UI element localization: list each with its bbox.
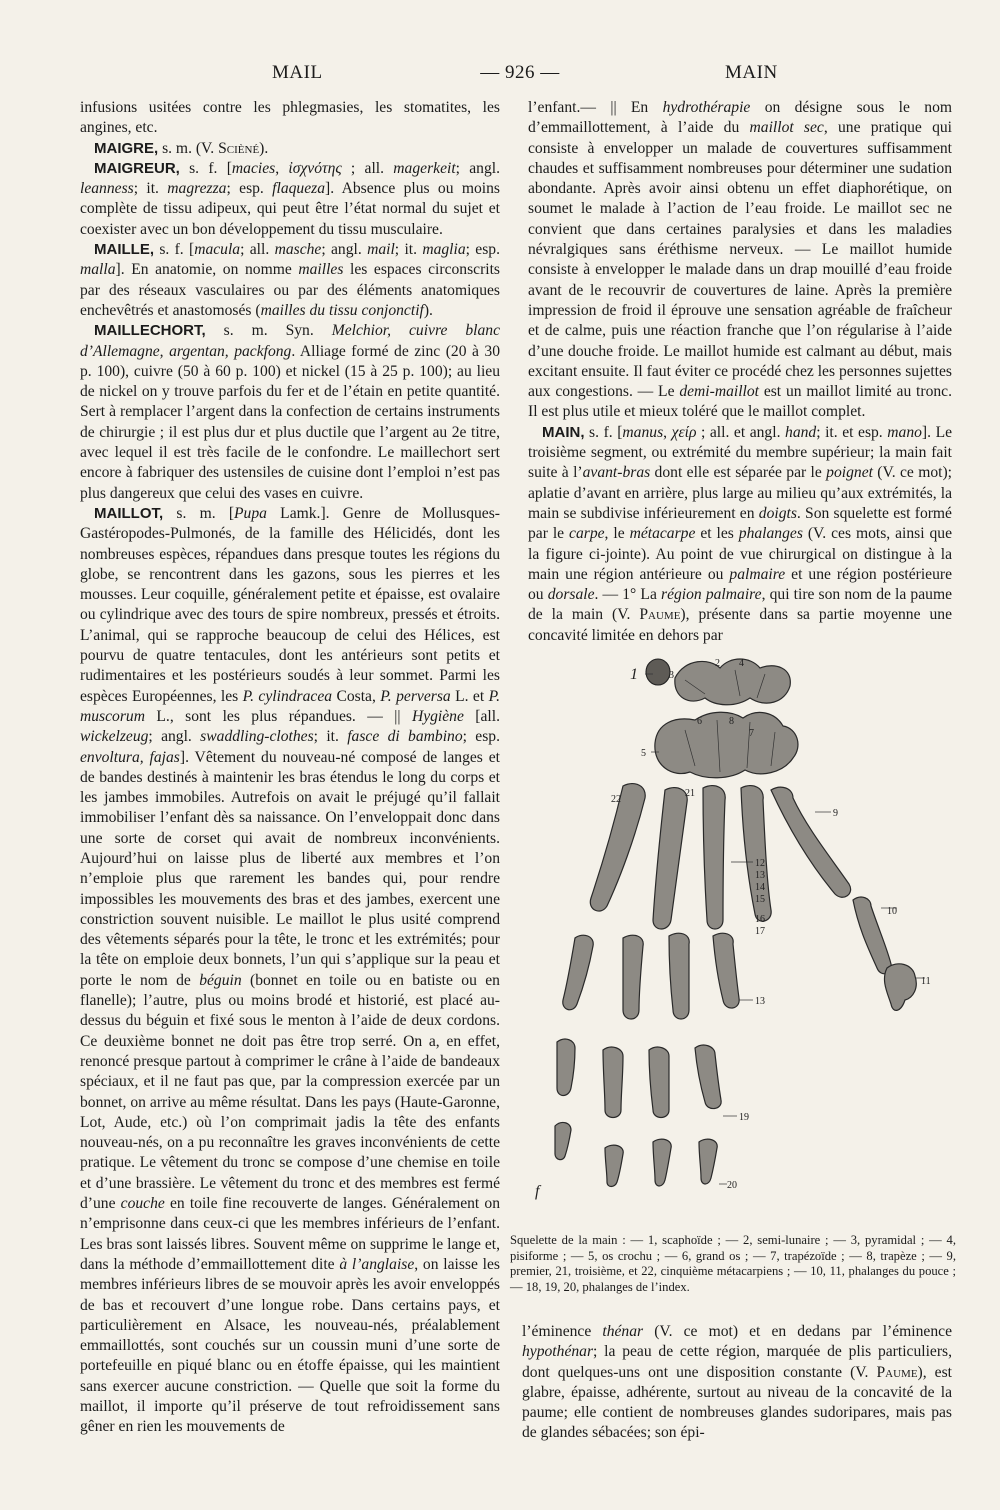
entry-text: ]. En anatomie, on nomme <box>115 261 299 279</box>
headword-maille: MAILLE, <box>94 241 154 259</box>
label-9: 9 <box>833 808 838 819</box>
label-11: 11 <box>921 976 931 987</box>
headword-maigre: MAIGRE, <box>94 139 159 157</box>
italic-term: à l’anglaise <box>339 1255 415 1273</box>
header-right-word: MAIN <box>725 62 778 83</box>
entry-maigreur <box>80 159 500 240</box>
entry-text: . — 1° La <box>594 586 661 604</box>
italic-term: Melchior, cuivre blanc d’Allemagne, argentan, packfong <box>80 322 500 360</box>
label-19: 19 <box>739 1112 749 1123</box>
hand-skeleton-illustration <box>535 648 955 1230</box>
italic-term: leanness <box>80 180 134 198</box>
bone-distal-phalanx-5 <box>555 1123 571 1160</box>
bone-distal-phalanx-3 <box>653 1139 671 1186</box>
entry-text: ; angl. <box>321 241 368 259</box>
italic-term: envoltura, fajas <box>80 748 180 766</box>
entry-text: , une pratique qui consiste à envelopper un malade de couvertures suffisamment chaudes et suffisamment nombreuses pour déterminer une sudation abondante. Après avoir ainsi obtenu un effet diaphorétique, on soumet le malade à l’action de l’eau froide. Le maillot sec ne convient que dans certaines paralysies et dans les maladies névralgiques sans éréthisme nerveux. — Le maillot humide consiste à envelopper le malade dans un drap mouillé d’eau froide avant de le recouvrir de couvertures de laine. Après la première impression de froid il éprouve une sensation agréable de fraîcheur et de calme, puis une réaction franche que l’on régularise à l’aide d’une douche froide. Le maillot humide est calmant au début, mais excitant ensuite. Il faut éviter ce procédé chez les personnes sujettes aux congestions. — Le <box>528 119 952 401</box>
figure-caption <box>510 1233 956 1295</box>
label-4: 4 <box>739 658 744 669</box>
label-8: 8 <box>729 716 734 727</box>
italic-term: mailles du tissu conjonctif <box>260 301 424 319</box>
bone-thumb-distal-phalanx <box>884 964 916 1011</box>
cross-reference: Paume <box>876 1363 918 1381</box>
italic-term: masche <box>274 241 322 259</box>
bone-metacarpal-3 <box>703 786 725 929</box>
label-12: 12 <box>755 858 765 869</box>
italic-term: malla <box>80 261 116 279</box>
entry-text: l’enfant.— || En <box>528 99 663 116</box>
entry-text: et une région postérieure ou <box>528 565 952 604</box>
label-2: 2 <box>715 658 720 669</box>
italic-term: hydrothérapie <box>662 99 751 116</box>
italic-term: maglia <box>422 241 466 259</box>
entry-text: ), est glabre, épaisse, adhérente, surtout au niveau de la concavité de la paume; elle contient de nombreuses glandes sudoripares, mais pas de glandes sébacées; son épi- <box>522 1363 953 1442</box>
entry-text: . Alliage formé de zinc (20 à 30 p. 100), cuivre (50 à 60 p. 100) et nickel (15 à 25 p. 100); au lieu de nickel on y trouve parfois du fer et de l’étain en petite quantité. Sert à remplacer l’argent dans la confection de certains instruments de chirurgie ; il est plus dur et plus ductile que l’argent au 2e titre, avec lequel il est très facile de le confondre. Le maillechort sert encore à fabriquer des ustensiles de cuisine dont l’emploi n’est pas plus dangereux que celui des vases en cuivre. <box>80 342 501 502</box>
italic-term: χείρ <box>671 423 697 441</box>
label-21: 21 <box>685 788 695 799</box>
entry-text: ; angl. <box>455 159 501 177</box>
bone-middle-phalanx-3 <box>649 1047 669 1117</box>
italic-term: manus <box>622 423 664 441</box>
italic-term: métacarpe <box>629 525 696 543</box>
bone-proximal-phalanx-3 <box>669 933 689 1019</box>
italic-term: mano <box>887 423 922 441</box>
entry-text: ; all. <box>341 159 394 177</box>
bone-proximal-phalanx-5 <box>563 935 593 1010</box>
entry-text: ; all. et angl. <box>696 423 786 441</box>
running-header <box>80 62 950 88</box>
entry-text: on désigne sous le nom d’emmaillottement, à l’aide du <box>528 99 952 137</box>
entry-text: ; it. <box>394 241 423 259</box>
bone-metacarpal-4 <box>653 788 687 929</box>
italic-term: Hygiène <box>411 707 464 725</box>
italic-term: avant-bras <box>582 464 651 482</box>
italic-term: poignet <box>826 464 873 482</box>
entry-text: (V. ce mot) et en dedans par l’éminence <box>643 1323 952 1340</box>
headword-maigreur: MAIGREUR, <box>94 159 180 177</box>
label-13-lower: 13 <box>755 996 765 1007</box>
label-13: 13 <box>755 870 765 881</box>
bone-metacarpal-1 <box>771 787 851 897</box>
headword-main: MAIN, <box>542 423 585 441</box>
italic-term: béguin <box>199 971 242 989</box>
bone-pisiform <box>646 659 670 685</box>
italic-term: phalanges <box>738 525 803 543</box>
italic-term: couche <box>120 1195 165 1213</box>
entry-text: ; angl. <box>148 728 201 746</box>
bone-distal-phalanx-4 <box>605 1145 623 1186</box>
label-letter-1: 1 <box>630 666 638 683</box>
entry-text: , qui tire son nom de la paume de la main (V. <box>528 586 952 624</box>
bone-proximal-phalanx-4 <box>623 935 643 1019</box>
entry-text: l’éminence <box>522 1323 603 1340</box>
italic-term: hypothénar <box>522 1343 594 1361</box>
entry-text: Lamk.]. Genre de Mollusques-Gastéropodes-Pulmonés, de la famille des Hélicidés, dont les nombreuses espèces, répandues dans presque toutes les régions du globe, se rencontrent dans les gazons, sous les pierres et les mousses. Leur coquille, généralement petite et épaisse, est ovalaire ou cylindrique avec des tours de spire nombreux, pressés et étroits. L’animal, qui se rapproche beaucoup de celui des Hélices, est pourvu de quatre tentacules, dont les antérieurs sont petits et rudimentaires et les postérieurs soudés à leur sommet. Parmi les espèces Européennes, les <box>80 504 500 705</box>
entry-text: dont elle est séparée par le <box>650 464 827 482</box>
entry-text: , le <box>604 525 630 543</box>
figure-caption-text: Squelette de la main : — 1, scaphoïde ; — 2, semi-lunaire ; — 3, pyramidal ; — 4, pisiforme ; — 5, os crochu ; — 6, grand os ; — 7, trapézoïde ; — 8, trapèze ; — 9, premier, 21, troisième, et 22, cinquième métacarpiens ; — 10, 11, phalanges du pouce ; — 18, 19, 20, phalanges de l’index. <box>510 1233 956 1294</box>
italic-term: P. muscorum <box>80 687 501 725</box>
entry-text: L., sont les plus répandues. — || <box>144 707 412 725</box>
entry-text: en toile fine recouverte de langes. Généralement on n’emprisonne dans ceux-ci que les membres inférieurs de l’enfant. Les bras sont laissés libres. Souvent même on supprime le lange et, dans la méthode d’emmaillottement dite <box>80 1195 501 1273</box>
entry-text: ; it. et esp. <box>816 423 888 441</box>
italic-term: ἰσχνότης <box>288 159 342 177</box>
entry-text: [all. <box>463 707 500 725</box>
entry-text: ; all. <box>240 241 275 259</box>
entry-text: Costa, <box>332 687 381 705</box>
label-17: 17 <box>755 926 765 937</box>
label-22: 22 <box>611 794 621 805</box>
headword-maillechort: MAILLECHORT, <box>94 322 206 340</box>
bone-carpal-proximal <box>675 659 790 705</box>
bone-middle-phalanx-5 <box>557 1039 575 1095</box>
italic-term: mailles <box>298 261 344 279</box>
entry-text: ). <box>259 139 269 157</box>
italic-term: doigts <box>758 504 797 522</box>
entry-text: ; esp. <box>462 728 500 746</box>
entry-text: (bonnet en toile ou en batiste ou en flanelle); l’autre, plus ou moins brodé et historié, est placé au-dessus du béguin et fixé sous le menton à l’aide de deux cordons. Ce deuxième bonnet ne doit pas être trop serré. On a, en effet, renoncé presque partout à comprimer le crâne à l’aide de bandeaux spéciaux, et il ne faut pas que, par la compression exercée par un bonnet, on arrive au même résultat. Dans les pays (Haute-Garonne, Lot, Aude, etc.) où l’on comprimait jadis la tête des enfants nouveau-nés, on a pu reconnaître les graves inconvénients de cette pratique. Le vêtement du tronc se compose d’une chemise en toile et d’une brassière. Le vêtement du tronc et des membres est fermé d’une <box>80 971 500 1213</box>
entry-text: s. f. [ <box>179 159 232 177</box>
entry-text: . Son squelette est formé par le <box>528 504 952 543</box>
entry-maillechort <box>80 321 500 504</box>
entry-text: ; it. <box>133 180 168 198</box>
entry-maigre <box>80 139 500 159</box>
label-16: 16 <box>755 914 765 925</box>
entry-continuation: infusions usitées contre les phlegmasies, les stomatites, les angines, etc. <box>80 99 500 137</box>
entry-main-continuation <box>522 1322 952 1444</box>
entry-text: est un maillot limité au tronc. Il est plus utile et mieux toléré que le maillot complet. <box>528 383 952 421</box>
entry-text: s. m. [ <box>163 504 235 522</box>
entry-text: ; la peau de cette région, marquée de plis particuliers, dont quelques-uns ont une disposition constante (V. <box>522 1343 952 1381</box>
italic-term: mail <box>367 241 395 259</box>
label-3: 3 <box>669 670 674 681</box>
entry-text: les espaces circonscrits par des réseaux vasculaires ou par des éléments anatomiques enchevêtrés et anastomosés ( <box>80 261 500 319</box>
entry-text: (V. ces mots, ainsi que la figure ci-jointe). Au point de vue chirurgical on distingue à la main une région antérieure ou <box>528 525 952 583</box>
label-20: 20 <box>727 1180 737 1191</box>
cross-reference: Paume <box>639 606 681 624</box>
italic-term: macula <box>194 241 241 259</box>
entry-text: ). <box>423 301 433 319</box>
entry-maillot <box>80 504 500 1438</box>
italic-term: Pupa <box>234 504 267 522</box>
italic-term: palmaire <box>729 565 786 583</box>
label-letter-f: f <box>535 1183 540 1200</box>
right-column <box>528 98 952 646</box>
bone-carpal-distal <box>655 712 798 778</box>
label-15: 15 <box>755 894 765 905</box>
label-14: 14 <box>755 882 765 893</box>
bone-middle-phalanx-2 <box>695 1045 721 1108</box>
italic-term: magrezza <box>167 180 227 198</box>
italic-term: carpe <box>569 525 605 543</box>
entry-text: ]. Vêtement du nouveau-né composé de langes et de bandes destinés à maintenir les bras étendus le long du corps et les jambes immobiles. Autrefois on avait le préjugé qu’il fallait immobiliser l’enfant dès sa naissance. On l’enveloppait donc dans une sorte de corset qui avait de nombreux inconvénients. Aujourd’hui on laisse plus de liberté aux membres et l’on n’emploie plus que rarement les bandes qui, pour rendre impossibles les mouvements des bras et des jambes, exercent une constriction souvent nuisible. Le maillot le plus usité comprend des vêtements séparés pour la tête, le tronc et les extrémités; pour la tête on emploie deux bonnets, l’un qui s’applique sur la peau et porte le nom de <box>80 748 500 989</box>
italic-term: magerkeit <box>393 159 456 177</box>
page-number: — 926 — <box>480 62 560 83</box>
italic-term: P. cylindracea <box>242 687 333 705</box>
entry-text: et les <box>695 525 739 543</box>
entry-text: s. f. [ <box>584 423 623 441</box>
left-column <box>80 98 500 1438</box>
bone-middle-phalanx-4 <box>603 1047 623 1117</box>
entry-text: (V. ce mot); aplatie d’avant en arrière, plus large au milieu qu’aux extrémités, la main se subdivise inférieurement en <box>528 464 952 522</box>
label-6: 6 <box>697 716 702 727</box>
entry-text: s. m. Syn. <box>205 322 332 340</box>
entry-text: L. et <box>450 687 489 705</box>
entry-main <box>528 423 952 646</box>
entry-text: s. m. (V. <box>158 139 219 157</box>
label-10: 10 <box>887 906 897 917</box>
entry-text: ), présente dans sa partie moyenne une concavité limitée en dehors par <box>528 606 952 644</box>
entry-text: ]. Absence plus ou moins complète de tissu adipeux, qui peut être l’état normal du sujet et coexister avec un bon développement du tissu musculaire. <box>80 180 500 238</box>
italic-term: flaqueza <box>272 180 326 198</box>
entry-text: s. f. [ <box>154 241 195 259</box>
entry-text: , on laisse les membres inférieurs libres de se mouvoir après les avoir enveloppés de bas et recouvert d’une longue robe. Dans certains pays, et particulièrement en Alsace, les nouveau-nés, préalablement emmaillottés, sont couchés sur un coussin muni d’une sorte de portefeuille en piqué blanc ou en étoffe épaisse, qui les maintient sans exercer aucune constriction. — Quelle que soit la forme du maillot, il importe qu’il préserve de tout refroidissement sans gêner en rien les mouvements de <box>80 1255 500 1436</box>
entry-text: ]. Le troisième segment, ou extrémité du membre supérieur; la main fait suite à l’ <box>528 423 953 482</box>
italic-term: région palmaire <box>661 586 762 604</box>
entry-text: , <box>275 159 289 177</box>
header-left-word: MAIL <box>272 62 323 83</box>
entry-maillot-continuation <box>528 98 952 423</box>
italic-term: maillot sec <box>749 119 824 137</box>
right-column-lower <box>522 1322 952 1444</box>
hand-skeleton-figure <box>535 648 955 1230</box>
italic-term: hand <box>785 423 817 441</box>
headword-maillot: MAILLOT, <box>94 504 164 522</box>
italic-term: macies <box>231 159 276 177</box>
italic-term: P. perversa <box>380 687 451 705</box>
entry-text: ; it. <box>313 728 348 746</box>
italic-term: fasce di bambino <box>347 728 463 746</box>
entry-text: ; esp. <box>226 180 273 198</box>
entry-text: ; esp. <box>465 241 500 259</box>
bone-distal-phalanx-2 <box>699 1139 717 1184</box>
cross-reference: Scièné <box>218 139 260 157</box>
italic-term: dorsale <box>547 586 595 604</box>
label-7: 7 <box>749 728 754 739</box>
italic-term: wickelzeug <box>80 728 149 746</box>
bone-proximal-phalanx-2 <box>713 933 739 1008</box>
italic-term: demi-maillot <box>679 383 760 401</box>
italic-term: swaddling-clothes <box>200 728 314 746</box>
entry-text: , <box>663 423 672 441</box>
label-5: 5 <box>641 748 646 759</box>
entry-maille <box>80 240 500 321</box>
italic-term: thénar <box>602 1323 644 1340</box>
bone-thumb-proximal-phalanx <box>853 897 891 974</box>
